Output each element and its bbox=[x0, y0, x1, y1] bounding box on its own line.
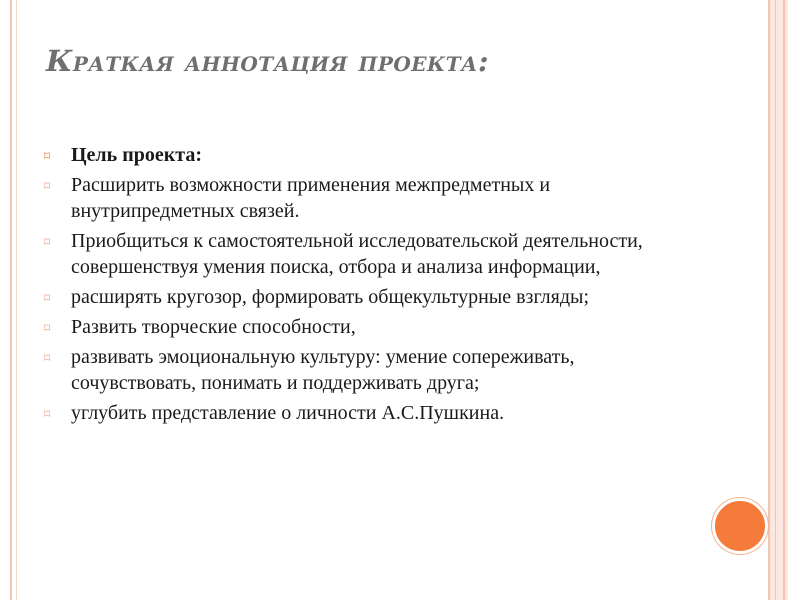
ribbon-bullet-icon: ⌑ bbox=[44, 407, 51, 421]
bullet-item bbox=[44, 344, 694, 396]
bullet-text: развивать эмоциональную культуру: умение сопереживать, сочувствовать, понимать и поддерживать друга; bbox=[71, 346, 575, 394]
ribbon-bullet-icon: ⌑ bbox=[44, 179, 51, 193]
ribbon-bullet-icon: ⌑ bbox=[44, 291, 51, 305]
right-border-line bbox=[775, 0, 776, 600]
bullet-item bbox=[44, 314, 694, 340]
ribbon-bullet-icon: ⌑ bbox=[44, 235, 51, 249]
bullet-item bbox=[44, 172, 694, 224]
bullet-item bbox=[44, 228, 694, 280]
bullet-item bbox=[44, 400, 694, 426]
bullet-text: Расширить возможности применения межпредметных и внутрипредметных связей. bbox=[71, 174, 551, 222]
ribbon-bullet-icon: ⌑ bbox=[44, 351, 51, 365]
accent-circle-decoration bbox=[712, 498, 768, 554]
right-border-band bbox=[770, 0, 788, 600]
bullet-text: Цель проекта: bbox=[71, 144, 203, 166]
bullet-text: расширять кругозор, формировать общекультурные взгляды; bbox=[71, 286, 589, 308]
left-border-line-inner bbox=[16, 0, 17, 600]
bullet-text: углубить представление о личности А.С.Пушкина. bbox=[71, 402, 505, 424]
bullet-item bbox=[44, 284, 694, 310]
bullet-text: Развить творческие способности, bbox=[71, 316, 356, 338]
bullet-text: Приобщиться к самостоятельной исследовательской деятельности, совершенствуя умения поиска, отбора и анализа информации, bbox=[71, 230, 643, 278]
right-border-line bbox=[768, 0, 770, 600]
bullet-list bbox=[44, 142, 694, 430]
ribbon-bullet-icon: ⌑ bbox=[44, 149, 51, 163]
left-border-line bbox=[10, 0, 12, 600]
slide-title: Краткая аннотация проекта: bbox=[46, 44, 490, 78]
bullet-item bbox=[44, 142, 694, 168]
ribbon-bullet-icon: ⌑ bbox=[44, 321, 51, 335]
right-border-line bbox=[783, 0, 785, 600]
